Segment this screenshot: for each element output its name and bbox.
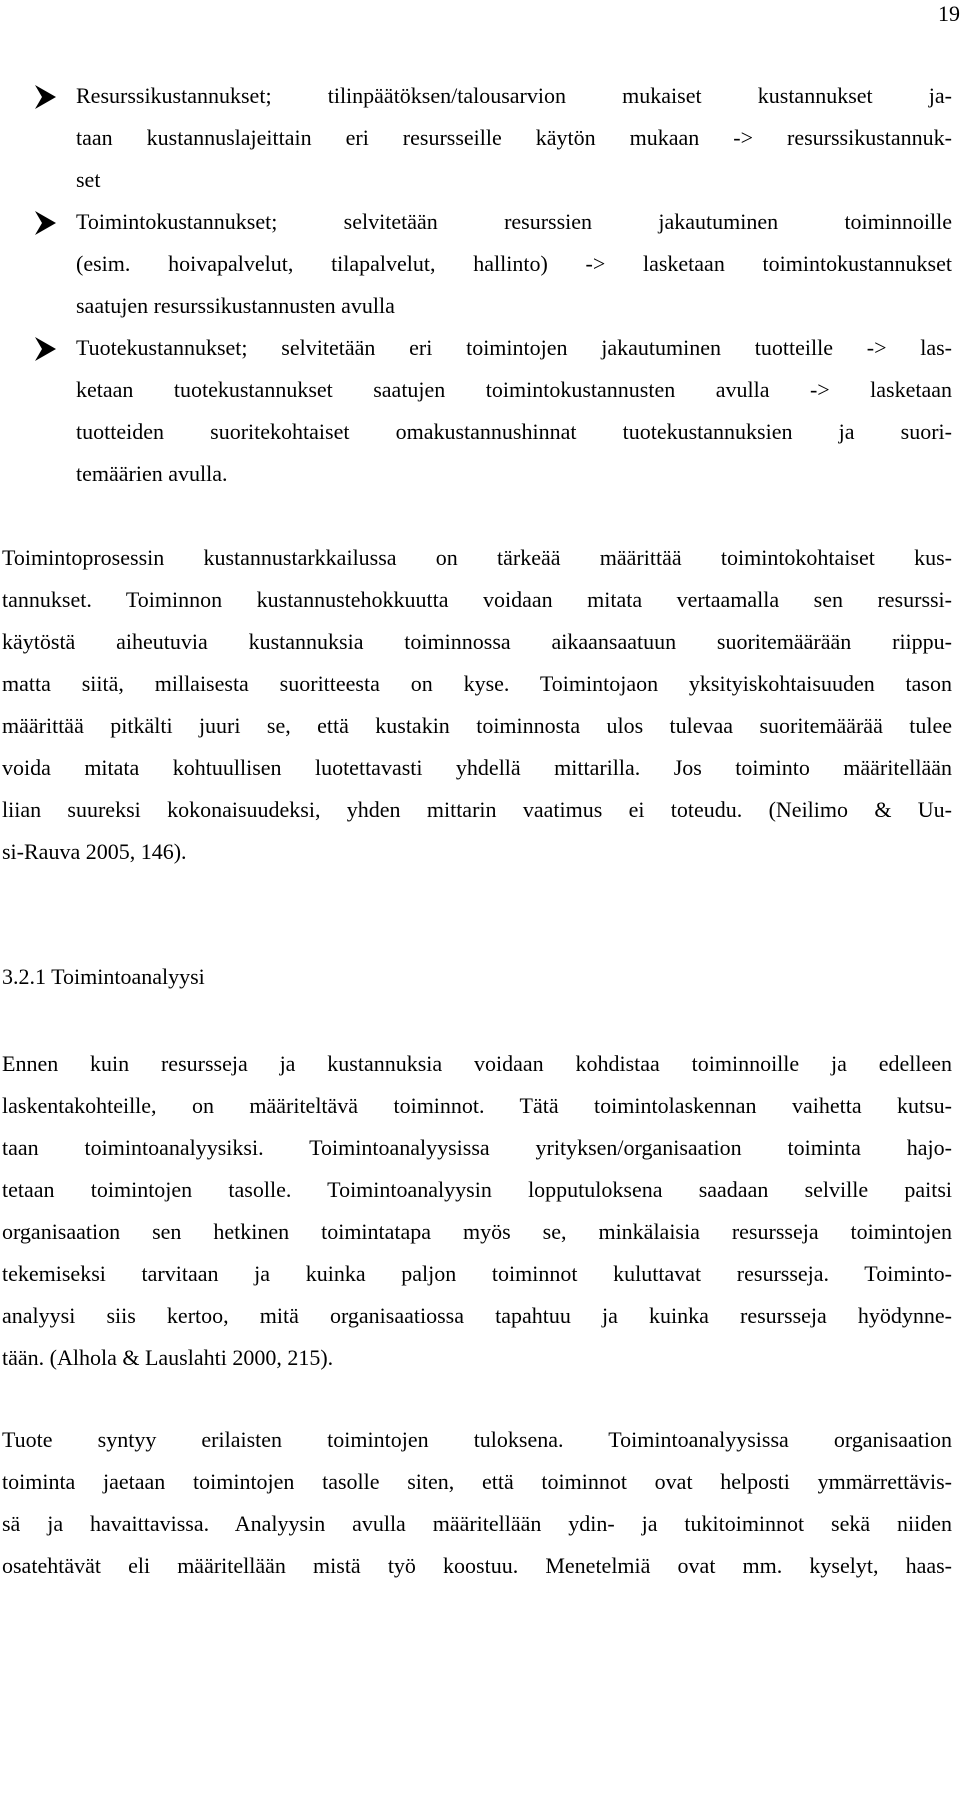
bullet-line: saatujen resurssikustannusten avulla: [76, 293, 395, 318]
bullet-line: taan kustannuslajeittain eri resursseille käytön mukaan -> resurssikustannuk-: [76, 125, 952, 150]
paragraph-line: sä ja havaittavissa. Analyysin avulla määritellään ydin- ja tukitoiminnot sekä niiden: [2, 1511, 952, 1536]
bullet-line: set: [76, 167, 101, 192]
paragraph-line: tekemiseksi tarvitaan ja kuinka paljon toiminnot kuluttavat resursseja. Toiminto-: [2, 1261, 952, 1286]
bullet-line: Tuotekustannukset; selvitetään eri toimintojen jakautuminen tuotteille -> las-: [76, 335, 952, 360]
paragraph-line: laskentakohteille, on määriteltävä toiminnot. Tätä toimintolaskennan vaihetta kutsu-: [2, 1093, 952, 1118]
bullet-line: tuotteiden suoritekohtaiset omakustannushinnat tuotekustannuksien ja suori-: [76, 419, 952, 444]
paragraph-line: taan toimintoanalyysiksi. Toimintoanalyysissa yrityksen/organisaation toiminta hajo-: [2, 1135, 952, 1160]
bullet-line: Resurssikustannukset; tilinpäätöksen/talousarvion mukaiset kustannukset ja-: [76, 83, 952, 108]
paragraph-line: määrittää pitkälti juuri se, että kustakin toiminnosta ulos tulevaa suoritemäärää tulee: [2, 713, 952, 738]
paragraph-line: käytöstä aiheutuvia kustannuksia toiminnossa aikaansaatuun suoritemäärään riippu-: [2, 629, 952, 654]
paragraph-line: tannukset. Toiminnon kustannustehokkuutta voidaan mitata vertaamalla sen resurssi-: [2, 587, 952, 612]
paragraph-line: osatehtävät eli määritellään mistä työ koostuu. Menetelmiä ovat mm. kyselyt, haas-: [2, 1553, 952, 1578]
arrow-bullet-icon: [34, 336, 58, 362]
paragraph-line: si-Rauva 2005, 146).: [2, 839, 187, 864]
bullet-line: (esim. hoivapalvelut, tilapalvelut, hallinto) -> lasketaan toimintokustannukset: [76, 251, 952, 276]
paragraph-line: liian suureksi kokonaisuudeksi, yhden mittarin vaatimus ei toteudu. (Neilimo & Uu-: [2, 797, 952, 822]
paragraph-line: matta siitä, millaisesta suoritteesta on kyse. Toimintojaon yksityiskohtaisuuden tason: [2, 671, 952, 696]
paragraph-line: toiminta jaetaan toimintojen tasolle siten, että toiminnot ovat helposti ymmärrettävis-: [2, 1469, 952, 1494]
bullet-line: Toimintokustannukset; selvitetään resurssien jakautuminen toiminnoille: [76, 209, 952, 234]
arrow-bullet-icon: [34, 84, 58, 110]
bullet-line: ketaan tuotekustannukset saatujen toimintokustannusten avulla -> lasketaan: [76, 377, 952, 402]
paragraph-line: organisaation sen hetkinen toimintatapa myös se, minkälaisia resursseja toimintojen: [2, 1219, 952, 1244]
paragraph-line: Tuote syntyy erilaisten toimintojen tuloksena. Toimintoanalyysissa organisaation: [2, 1427, 952, 1452]
paragraph-line: tetaan toimintojen tasolle. Toimintoanalyysin lopputuloksena saadaan selville paitsi: [2, 1177, 952, 1202]
arrow-bullet-icon: [34, 210, 58, 236]
paragraph-line: tään. (Alhola & Lauslahti 2000, 215).: [2, 1345, 334, 1370]
paragraph-line: analyysi siis kertoo, mitä organisaatiossa tapahtuu ja kuinka resursseja hyödynne-: [2, 1303, 952, 1328]
paragraph-line: Ennen kuin resursseja ja kustannuksia voidaan kohdistaa toiminnoille ja edelleen: [2, 1051, 952, 1076]
paragraph-line: Toimintoprosessin kustannustarkkailussa on tärkeää määrittää toimintokohtaiset kus-: [2, 545, 952, 570]
section-heading: 3.2.1 Toimintoanalyysi: [2, 964, 205, 989]
page-number: 19: [938, 1, 960, 26]
bullet-line: temäärien avulla.: [76, 461, 228, 486]
paragraph-line: voida mitata kohtuullisen luotettavasti yhdellä mittarilla. Jos toiminto määritellään: [2, 755, 952, 780]
